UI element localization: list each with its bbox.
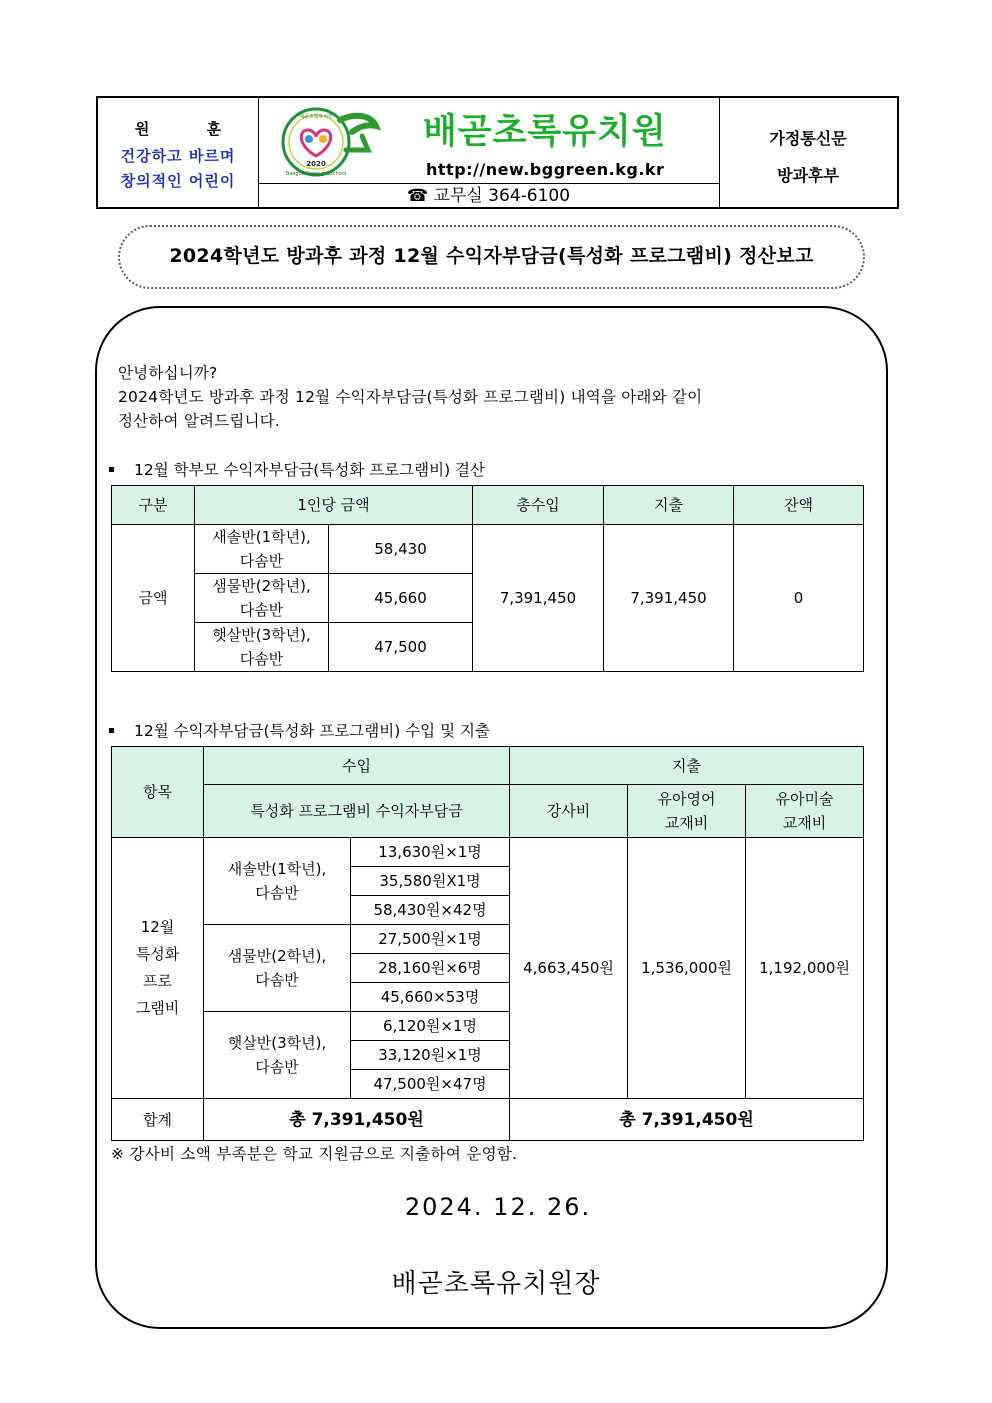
- income-item: 13,630원×1명: [351, 838, 510, 867]
- group-name: 새솔반(1학년), 다솜반: [204, 838, 351, 925]
- income-sum: 총 7,391,450원: [204, 1099, 510, 1141]
- header-cell: 1인당 금액: [195, 486, 473, 525]
- english-total: 1,536,000원: [628, 838, 746, 1099]
- letterhead: [96, 96, 899, 209]
- class-name: 샘물반(2학년), 다솜반: [195, 574, 329, 623]
- bullet-icon: [109, 467, 114, 472]
- income-item: 28,160원×6명: [351, 954, 510, 983]
- bullet-icon: [109, 728, 114, 733]
- page-title: 2024학년도 방과후 과정 12월 수익자부담금(특성화 프로그램비) 정산보고: [118, 225, 865, 289]
- footnote: ※ 강사비 소액 부족분은 학교 지원금으로 지출하여 운영함.: [111, 1145, 518, 1163]
- subheader-english: 유아영어 교재비: [628, 785, 746, 838]
- header-cell: 총수입: [473, 486, 604, 525]
- income-item: 47,500원×47명: [351, 1070, 510, 1099]
- intro-line-3: 정산하여 알려드립니다.: [118, 412, 280, 430]
- row-label: 12월 특성화 프로 그램비: [112, 838, 204, 1099]
- report-date: 2024. 12. 26.: [404, 1193, 592, 1221]
- header-item: 항목: [112, 747, 204, 838]
- school-url[interactable]: http://new.bggreen.kg.kr: [426, 160, 665, 179]
- header-cell: 잔액: [734, 486, 864, 525]
- income-item: 6,120원×1명: [351, 1012, 510, 1041]
- total-income: 7,391,450: [473, 525, 604, 672]
- class-name: 햇살반(3학년), 다솜반: [195, 623, 329, 672]
- instructor-total: 4,663,450원: [510, 838, 628, 1099]
- income-item: 58,430원×42명: [351, 896, 510, 925]
- balance: 0: [734, 525, 864, 672]
- school-logo-icon: [276, 106, 382, 178]
- subheader-instructor: 강사비: [510, 785, 628, 838]
- signature: 배곧초록유치원장: [391, 1269, 601, 1299]
- motto-line-2: 창의적인 어린이: [120, 172, 236, 190]
- group-name: 햇살반(3학년), 다솜반: [204, 1012, 351, 1099]
- section1-heading: 12월 학부모 수익자부담금(특성화 프로그램비) 결산: [107, 458, 485, 480]
- subheader-income: 특성화 프로그램비 수익자부담금: [204, 785, 510, 838]
- expense-total: 7,391,450: [604, 525, 734, 672]
- income-item: 33,120원×1명: [351, 1041, 510, 1070]
- amount-cell: 58,430: [329, 525, 473, 574]
- amount-cell: 47,500: [329, 623, 473, 672]
- school-name: 배곧초록유치원: [423, 112, 667, 152]
- intro-line-1: 안녕하십니까?: [118, 364, 218, 382]
- group-name: 샘물반(2학년), 다솜반: [204, 925, 351, 1012]
- sum-label: 합계: [112, 1099, 204, 1141]
- income-expense-table: [111, 746, 864, 1141]
- row-label: 금액: [112, 525, 195, 672]
- header-cell: 구분: [112, 486, 195, 525]
- income-item: 45,660×53명: [351, 983, 510, 1012]
- doc-type: 가정통신문: [769, 129, 847, 148]
- settlement-table: [111, 485, 864, 672]
- school-info: [258, 98, 720, 207]
- department: 방과후부: [777, 166, 839, 185]
- art-total: 1,192,000원: [746, 838, 864, 1099]
- subheader-art: 유아미술 교재비: [746, 785, 864, 838]
- header-expense: 지출: [510, 747, 864, 785]
- motto-title: 원 훈: [134, 120, 248, 138]
- svg-text:2020: 2020: [306, 160, 326, 168]
- amount-cell: 45,660: [329, 574, 473, 623]
- motto-box: [98, 98, 259, 207]
- motto-line-1: 건강하고 바르며: [120, 147, 236, 165]
- header-cell: 지출: [604, 486, 734, 525]
- intro-text: [118, 361, 702, 433]
- phone-number: ☎ 교무실 364-6100: [258, 183, 719, 208]
- svg-text:Baegot Green preschool: Baegot Green preschool: [285, 171, 347, 177]
- header-income: 수입: [204, 747, 510, 785]
- expense-sum: 총 7,391,450원: [510, 1099, 864, 1141]
- income-item: 27,500원×1명: [351, 925, 510, 954]
- doc-type-box: [719, 98, 897, 207]
- intro-line-2: 2024학년도 방과후 과정 12월 수익자부담금(특성화 프로그램비) 내역을 아래와 같이: [118, 388, 703, 406]
- svg-text:배곧초록유치원: 배곧초록유치원: [299, 114, 333, 120]
- section2-heading: 12월 수익자부담금(특성화 프로그램비) 수입 및 지출: [107, 719, 490, 741]
- income-item: 35,580원X1명: [351, 867, 510, 896]
- class-name: 새솔반(1학년), 다솜반: [195, 525, 329, 574]
